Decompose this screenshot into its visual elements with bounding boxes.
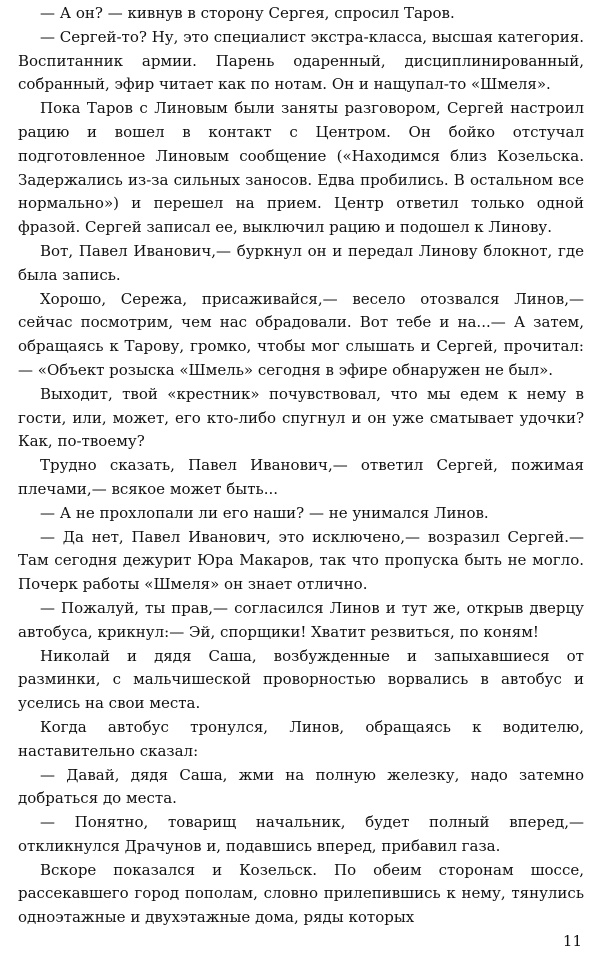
paragraph: Хорошо, Сережа, присаживайся,— весело отозвался Линов,— сейчас посмотрим, чем нас обрадовали. Вот тебе и на...— А затем, обращаясь к Тарову, громко, чтобы мог слышать и Сергей, прочитал:— «Объект розыска «Шмель» сегодня в эфире обнаружен не был». — [18, 289, 584, 379]
paragraph: — Сергей-то? Ну, это специалист экстра-класса, высшая категория. Воспитанник армии. Парень одаренный, дисциплинированный, собранный, эфир читает как по нотам. Он и нащупал-то «Шмеля». — [18, 27, 584, 94]
page-number: 11 — [562, 932, 582, 950]
page-body — [18, 2, 584, 930]
paragraph: — А он? — кивнув в сторону Сергея, спросил Таров. — [40, 4, 455, 22]
paragraph: Пока Таров с Линовым были заняты разговором, Сергей настроил рацию и вошел в контакт с Центром. Он бойко отстучал подготовленное Линовым сообщение («Находимся близ Козельска. Задержались из-за сильных заносов. Едва пробились. В остальном все нормально») и перешел на прием. Центр ответил только одной фразой. Сергей записал ее, выключил рацию и подошел к Линову. — [18, 99, 584, 237]
paragraph: — Пожалуй, ты прав,— согласился Линов и тут же, открыв дверцу автобуса, крикнул:— Эй, спорщики! Хватит резвиться, по коням! — [18, 598, 584, 641]
paragraph: Вот, Павел Иванович,— буркнул он и передал Линову блокнот, где была запись. — [18, 241, 584, 284]
paragraph: Выходит, твой «крестник» почувствовал, что мы едем к нему в гости, или, может, его кто-либо спугнул и он уже сматывает удочки? Как, по-твоему? — [18, 384, 584, 451]
paragraph: — Понятно, товарищ начальник, будет полный вперед,— откликнулся Драчунов и, подавшись вперед, прибавил газа. — [18, 813, 584, 855]
paragraph: — А не прохлопали ли его наши? — не унимался Линов. — [40, 503, 489, 522]
paragraph: Трудно сказать, Павел Иванович,— ответил Сергей, пожимая плечами,— всякое может быть... — [18, 456, 584, 498]
paragraph: — Да нет, Павел Иванович, это исключено,— возразил Сергей.— Там сегодня дежурит Юра Макаров, так что пропуска быть не могло. Почерк работы «Шмеля» он знает отлично. — [18, 527, 584, 594]
paragraph: Когда автобус тронулся, Линов, обращаясь к водителю, наставительно сказал: — [18, 717, 584, 760]
paragraph: Вскоре показался и Козельск. По обеим сторонам шоссе, рассекавшего город пополам, словно прилепившись к нему, тянулись одноэтажные и двухэтажные дома, ряды которых — [18, 860, 584, 927]
paragraph: Николай и дядя Саша, возбужденные и запыхавшиеся от разминки, с мальчишеской проворностью ворвались в автобус и уселись на свои места. — [18, 646, 584, 713]
paragraph: — Давай, дядя Саша, жми на полную железку, надо затемно добраться до места. — [18, 765, 584, 808]
